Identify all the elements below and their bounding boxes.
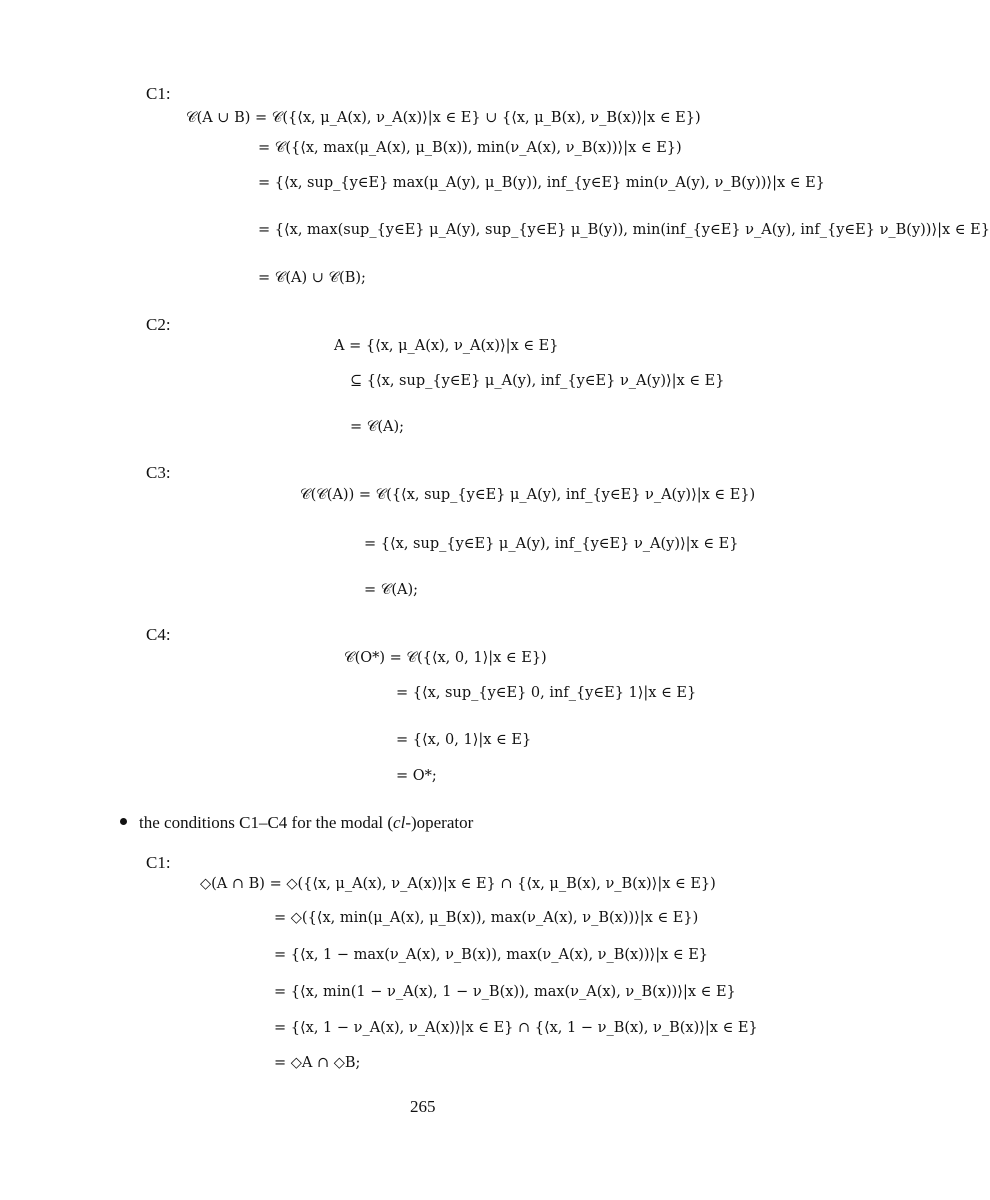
c4-line-4: = O*;: [396, 768, 437, 784]
c1-modal-label: C1:: [146, 853, 171, 872]
c4-line-3: = {⟨x, 0, 1⟩|x ∈ E}: [396, 732, 532, 748]
bullet-icon: [120, 818, 127, 825]
c1-line-5: = 𝒞(A) ∪ 𝒞(B);: [258, 270, 366, 286]
c2-line-3: = 𝒞(A);: [350, 419, 404, 435]
c4-line-2: = {⟨x, sup_{y∈E} 0, inf_{y∈E} 1⟩|x ∈ E}: [396, 685, 697, 701]
c4-label: C4:: [146, 625, 171, 644]
c4-line-1: 𝒞(O*) = 𝒞({⟨x, 0, 1⟩|x ∈ E}): [344, 650, 547, 666]
c2-line-2: ⊆ {⟨x, sup_{y∈E} μ_A(y), inf_{y∈E} ν_A(y)⟩|x ∈ E}: [350, 373, 725, 389]
c3-line-2: = {⟨x, sup_{y∈E} μ_A(y), inf_{y∈E} ν_A(y)⟩|x ∈ E}: [364, 536, 739, 552]
page-number: 265: [410, 1097, 436, 1116]
c1-modal-line-4: = {⟨x, min(1 − ν_A(x), 1 − ν_B(x)), max(ν_A(x), ν_B(x))⟩|x ∈ E}: [274, 984, 736, 1000]
c1-modal-line-5: = {⟨x, 1 − ν_A(x), ν_A(x)⟩|x ∈ E} ∩ {⟨x, 1 − ν_B(x), ν_B(x)⟩|x ∈ E}: [274, 1020, 758, 1036]
c1-modal-line-2: = ◇({⟨x, min(μ_A(x), μ_B(x)), max(ν_A(x), ν_B(x))⟩|x ∈ E}): [274, 910, 699, 926]
bullet-text-after: -)operator: [405, 813, 474, 832]
c2-line-1: A = {⟨x, μ_A(x), ν_A(x)⟩|x ∈ E}: [334, 338, 559, 354]
c1-line-1: 𝒞(A ∪ B) = 𝒞({⟨x, μ_A(x), ν_A(x)⟩|x ∈ E} ∪ {⟨x, μ_B(x), ν_B(x)⟩|x ∈ E}): [186, 110, 701, 126]
c3-label: C3:: [146, 463, 171, 482]
c1-modal-line-6: = ◇A ∩ ◇B;: [274, 1055, 361, 1071]
c2-label: C2:: [146, 315, 171, 334]
c3-line-3: = 𝒞(A);: [364, 582, 418, 598]
bullet-modal-operator: [120, 813, 473, 833]
bullet-text-before: the conditions C1–C4 for the modal (: [139, 813, 394, 832]
c1-modal-line-3: = {⟨x, 1 − max(ν_A(x), ν_B(x)), max(ν_A(x), ν_B(x))⟩|x ∈ E}: [274, 947, 709, 963]
c1-line-4: = {⟨x, max(sup_{y∈E} μ_A(y), sup_{y∈E} μ_B(y)), min(inf_{y∈E} ν_A(y), inf_{y∈E} ν_B(y))⟩|x ∈ E}: [258, 222, 990, 238]
c1-line-2: = 𝒞({⟨x, max(μ_A(x), μ_B(x)), min(ν_A(x), ν_B(x))⟩|x ∈ E}): [258, 140, 682, 156]
c1-label: C1:: [146, 84, 171, 103]
c1-modal-line-1: ◇(A ∩ B) = ◇({⟨x, μ_A(x), ν_A(x)⟩|x ∈ E} ∩ {⟨x, μ_B(x), ν_B(x)⟩|x ∈ E}): [200, 876, 716, 892]
c1-line-3: = {⟨x, sup_{y∈E} max(μ_A(y), μ_B(y)), inf_{y∈E} min(ν_A(y), ν_B(y))⟩|x ∈ E}: [258, 175, 825, 191]
c3-line-1: 𝒞(𝒞(A)) = 𝒞({⟨x, sup_{y∈E} μ_A(y), inf_{y∈E} ν_A(y)⟩|x ∈ E}): [300, 487, 756, 503]
bullet-text-italic: cl: [393, 813, 406, 832]
